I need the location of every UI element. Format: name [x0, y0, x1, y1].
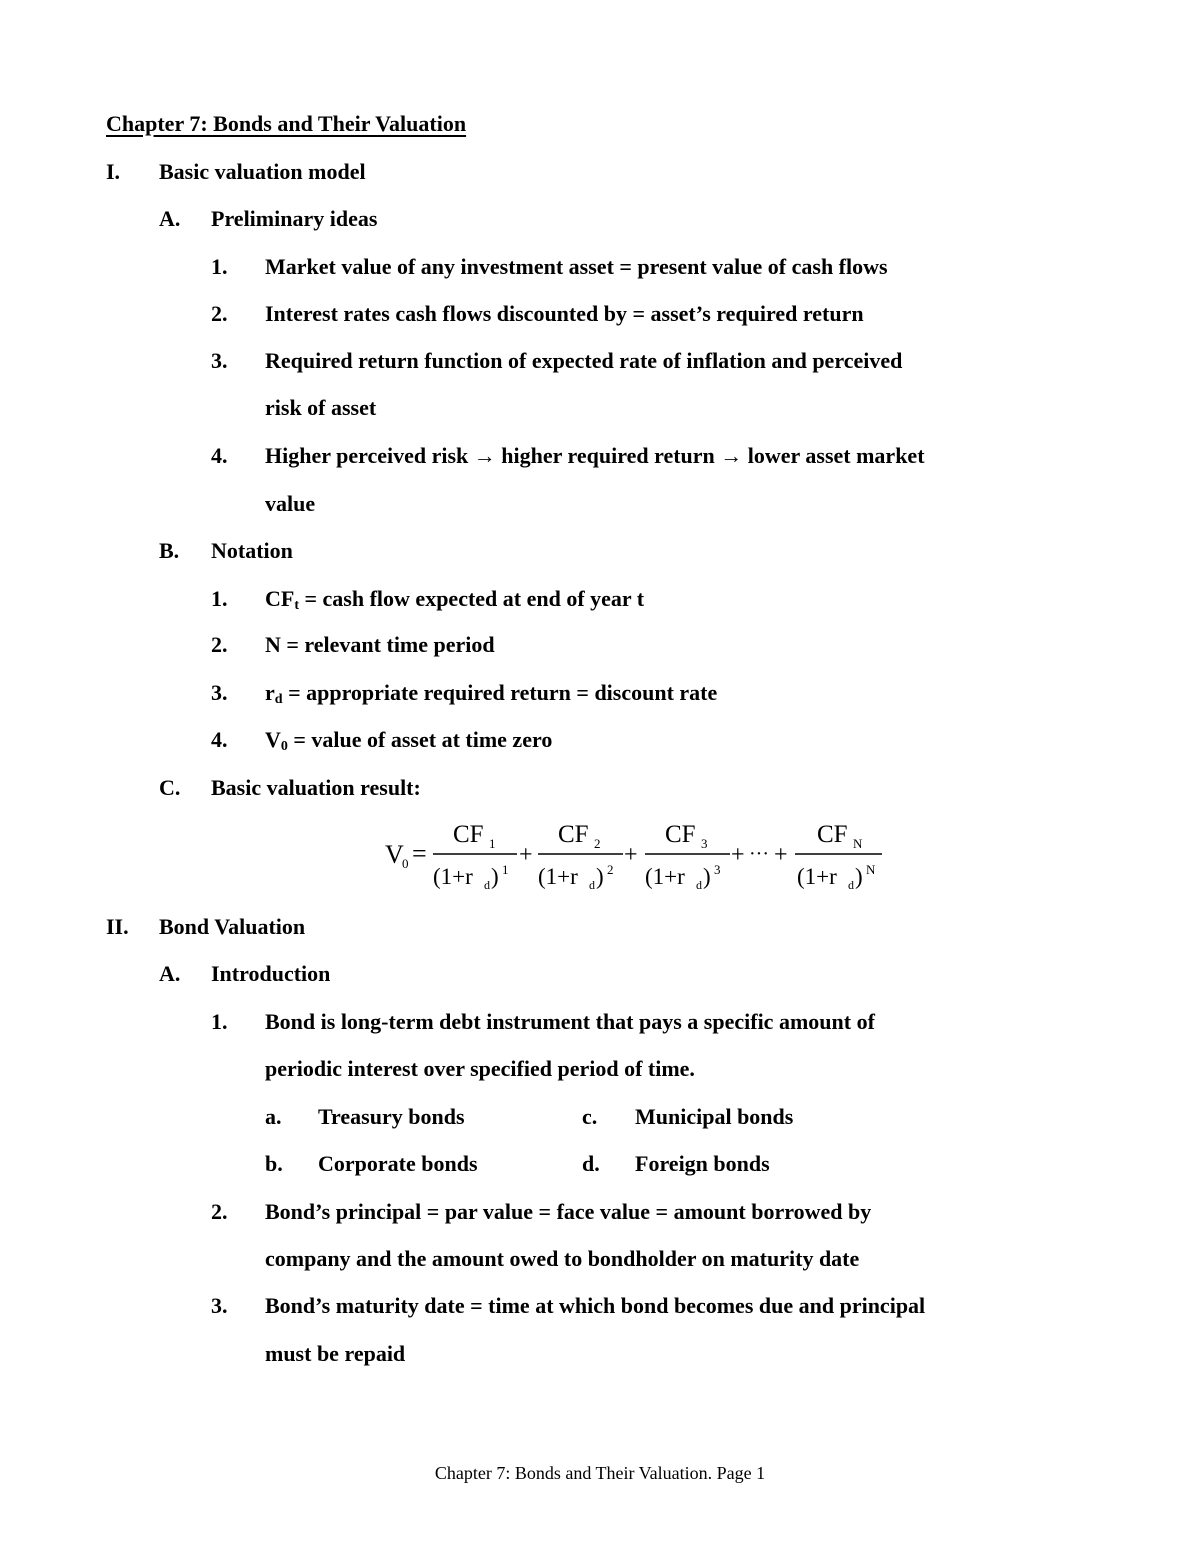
denominator-2-close: ) [596, 864, 604, 889]
numerator-cf3: CF [665, 821, 696, 848]
item-text: company and the amount owed to bondholder on maturity date [265, 1246, 860, 1271]
subitem-marker: a. [265, 1104, 282, 1129]
numerator-cfn-subscript: N [853, 836, 863, 851]
denominator-3-subscript: d [696, 878, 702, 892]
subitem-marker: c. [582, 1104, 598, 1129]
item-marker: 2. [211, 1199, 228, 1224]
item-text: value [265, 491, 316, 516]
page-title: Chapter 7: Bonds and Their Valuation [106, 111, 467, 136]
item-text [265, 680, 717, 706]
denominator-3-open: (1+r [645, 864, 685, 889]
formula-plus: + [519, 842, 533, 868]
valuation-formula [385, 818, 885, 894]
item-text: N = relevant time period [265, 632, 495, 657]
item-marker: 4. [211, 727, 228, 752]
item-text: Bond’s principal = par value = face value = amount borrowed by [265, 1199, 872, 1224]
item-marker: 2. [211, 632, 228, 657]
notation-subscript: d [274, 692, 283, 707]
item-text: periodic interest over specified period of time. [265, 1056, 695, 1081]
page-footer: Chapter 7: Bonds and Their Valuation. Page 1 [434, 1463, 766, 1483]
notation-subscript: t [294, 598, 299, 613]
subsection-title: Introduction [211, 961, 331, 986]
section-marker: I. [106, 159, 121, 184]
item-text [265, 586, 644, 612]
item-text: Interest rates cash flows discounted by = asset’s required return [265, 301, 864, 326]
subitem-text: Municipal bonds [635, 1104, 794, 1129]
item-marker: 1. [211, 254, 228, 279]
item-text: risk of asset [265, 395, 377, 420]
notation-definition: = appropriate required return = discount rate [282, 680, 718, 705]
subsection-marker: B. [159, 538, 180, 563]
formula-lhs: V [385, 840, 404, 869]
denominator-2-subscript: d [589, 878, 595, 892]
subitem-text: Treasury bonds [318, 1104, 465, 1129]
item-text: Market value of any investment asset = present value of cash flows [265, 254, 888, 279]
item-text: Required return function of expected rate of inflation and perceived [265, 348, 903, 373]
exponent-3: 3 [714, 862, 721, 877]
section-title: Bond Valuation [159, 914, 306, 939]
notation-subscript: 0 [280, 739, 288, 754]
numerator-cf1-subscript: 1 [489, 836, 496, 851]
denominator-2-open: (1+r [538, 864, 578, 889]
item-marker: 4. [211, 443, 228, 468]
formula-plus: + [624, 842, 638, 868]
numerator-cf1: CF [453, 821, 484, 848]
exponent-n: N [866, 862, 876, 877]
notation-symbol: r [265, 680, 275, 705]
numerator-cf2-subscript: 2 [594, 836, 601, 851]
denominator-3-close: ) [703, 864, 711, 889]
subsection-title: Basic valuation result: [211, 775, 421, 800]
subitem-marker: b. [265, 1151, 283, 1176]
formula-plus: + [731, 842, 745, 868]
notation-symbol: V [265, 727, 281, 752]
item-text [265, 727, 552, 753]
item-marker: 3. [211, 680, 228, 705]
item-text: must be repaid [265, 1341, 406, 1366]
item-marker: 3. [211, 1293, 228, 1318]
denominator-n-open: (1+r [797, 864, 837, 889]
subitem-text: Foreign bonds [635, 1151, 770, 1176]
section-marker: II. [106, 914, 129, 939]
denominator-1-open: (1+r [433, 864, 473, 889]
notation-definition: = value of asset at time zero [287, 727, 553, 752]
numerator-cf3-subscript: 3 [701, 836, 708, 851]
exponent-1: 1 [502, 862, 509, 877]
formula-equals: = [412, 839, 427, 868]
denominator-n-subscript: d [848, 878, 854, 892]
formula-plus: + [774, 842, 788, 868]
denominator-n-close: ) [855, 864, 863, 889]
item-text: Bond is long-term debt instrument that pays a specific amount of [265, 1009, 875, 1034]
subsection-marker: A. [159, 206, 181, 231]
formula-ellipsis: ··· [749, 843, 769, 865]
subsection-title: Preliminary ideas [211, 206, 378, 231]
denominator-1-close: ) [491, 864, 499, 889]
notation-definition: = cash flow expected at end of year t [299, 586, 645, 611]
item-marker: 3. [211, 348, 228, 373]
subitem-marker: d. [582, 1151, 600, 1176]
notation-symbol: CF [265, 586, 295, 611]
exponent-2: 2 [607, 862, 614, 877]
formula-lhs-subscript: 0 [402, 856, 409, 871]
subitem-text: Corporate bonds [318, 1151, 478, 1176]
item-marker: 1. [211, 586, 228, 611]
item-text: Higher perceived risk → higher required return → lower asset market [265, 443, 925, 468]
denominator-1-subscript: d [484, 878, 490, 892]
section-title: Basic valuation model [159, 159, 366, 184]
numerator-cfn: CF [817, 821, 848, 848]
item-marker: 1. [211, 1009, 228, 1034]
numerator-cf2: CF [558, 821, 589, 848]
subsection-marker: C. [159, 775, 181, 800]
item-text: Bond’s maturity date = time at which bond becomes due and principal [265, 1293, 926, 1318]
item-marker: 2. [211, 301, 228, 326]
subsection-title: Notation [211, 538, 293, 563]
subsection-marker: A. [159, 961, 181, 986]
